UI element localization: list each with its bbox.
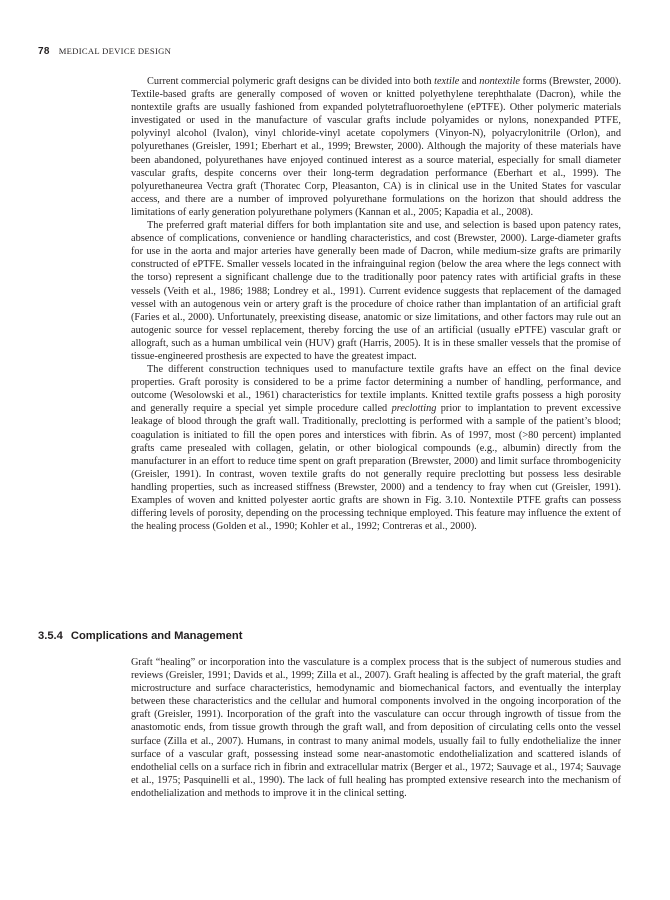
page-number: 78 bbox=[38, 46, 50, 57]
section-title: Complications and Management bbox=[70, 630, 243, 642]
paragraph-graft-material: The preferred graft material differs for both implantation site and use, and selection is based upon patency rates, absence of complications, convenience or handling characteristics, and cost (Brewster, 2000). Large-diameter grafts for use in the aorta and major arteries have generally been made of Dacron, while medium-size grafts are primarily constructed of ePTFE. Smaller vessels located in the infrainguinal region (below the area where the legs connect with the torso) represent a significant challenge due to the traditionally poor patency rates with artificial grafts in these vessels (Veith et al., 1986; 1988; Londrey et al., 1991). Current evidence suggests that replacement of the damaged vessel with an autogenous vein or artery graft is the procedure of choice rather than implantation of an artificial graft (Faries et al., 2000). Unfortunately, preexisting disease, anatomic or size limitations, and other factors may rule out an autogenic source for vessel replacement, thereby forcing the use of an artificial (usually ePTFE) vascular graft or allograft, such as a human umbilical vein (HUV) graft (Harris, 2005). It is in these smaller vessels that the promise of tissue-engineered prosthesis are expected to have the greatest impact. bbox=[131, 220, 621, 362]
body-text-top bbox=[131, 75, 621, 533]
text-run: prior to implantation to prevent excessive leakage of blood through the graft wall. Traditionally, preclotting is performed with a sample of the patient’s blood; coagulation is initiated to fill the open pores and interstices with fibrin. As of 1997, most (>80 percent) implanted grafts came presealed with collagen, gelatin, or other biological compounds (e.g., albumin) directly from the manufacturer in an effort to reduce time spent on graft preparation (Brewster, 2000) and limit surface thrombogenicity (Greisler, 1991). In contrast, woven textile grafts do not generally require preclotting but possess less desirable handling properties, such as increased stiffness (Brewster, 2000) and a tendency to fray when cut (Greisler, 1991). Examples of woven and knitted polyester aortic grafts are shown in Fig. 3.10. Nontextile PTFE grafts can possess differing levels of porosity, depending on the processing technique employed. This feature may influence the extent of the healing process (Golden et al., 1990; Kohler et al., 1992; Contreras et al., 2000). bbox=[131, 403, 622, 533]
text-run: The different construction techniques used to manufacture textile grafts have an effect on the final device properties. Graft porosity is considered to be a prime factor determining a number of handling, performance, and outcome (Wesolowski et al., 1961) characteristics for textile implants. Knitted textile grafts possess a high porosity and generally require a special yet simple procedure called bbox=[131, 364, 621, 415]
paragraph-graft-designs bbox=[131, 75, 621, 219]
body-text-bottom bbox=[131, 656, 621, 800]
italic-term-textile: textile bbox=[434, 76, 460, 87]
paragraph-graft-healing: Graft “healing” or incorporation into the vasculature is a complex process that is the subject of numerous studies and reviews (Greisler, 1991; Davids et al., 1999; Zilla et al., 2007). Graft healing is affected by the graft material, the graft microstructure and surface characteristics, hemodynamic and biomechanical factors, and eventually the interplay between these characteristics and the cellular and humoral components involved in the ongoing incorporation of the graft (Greisler, 1991). Incorporation of the graft into the vasculature can occur through ingrowth of tissue from the anastomotic ends, from tissue growth through the graft wall, and from deposition of circulating cells onto the vessel surface (Zilla et al., 2007). Humans, in contrast to many animal models, usually fail to fully endothelialize the inner surface of a vascular graft, possessing instead some near-anastomotic endothelialization and scattered islands of endothelial cells on a surface rich in fibrin and extracellular matrix (Berger et al., 1972; Sauvage et al., 1974; Sauvage et al., 1975; Pasquinelli et al., 1990). The lack of full healing has prompted extensive research into the mechanism of endothelialization and methods to improve it in the clinical setting. bbox=[131, 657, 621, 799]
paragraph-construction-techniques bbox=[131, 363, 621, 533]
text-run: and bbox=[459, 76, 480, 87]
book-title: MEDICAL DEVICE DESIGN bbox=[58, 46, 172, 56]
text-run: forms (Brewster, 2000). Textile-based grafts are generally composed of woven or knitted polyethylene terephthalate (Dacron), while the nontextile grafts are usually fashioned from expanded polytetrafluoroethylene (ePTFE). Other polymeric materials investigated or used in the manufacture of vascular grafts include polyamides or nylons, nonexpanded PTFE, polyvinyl alcohol (Ivalon), vinyl chloride-vinyl acetate copolymers (Vinyon-N), polyacrylonitrile (Orlon), and polyurethanes (Greisler, 1991; Eberhart et al., 1999; Brewster, 2000). Although the majority of these materials have been abandoned, polyurethanes have enjoyed continued interest as a source material, especially for small diameter vascular grafts, despite concerns over their long-term degradation performance (Eberhart et al., 1999). The polyurethaneurea Vectra graft (Thoratec Corp, Pleasanton, CA) is in clinical use in the United States for vascular access, and there are a number of improved polyurethane formulations on the horizon that should address the limitations of early generation polyurethane polymers (Kannan et al., 2005; Kapadia et al., 2008). bbox=[131, 76, 622, 218]
italic-term-nontextile: nontextile bbox=[479, 76, 520, 87]
text-run: Current commercial polymeric graft designs can be divided into both bbox=[147, 76, 435, 87]
section-number: 3.5.4 bbox=[38, 630, 63, 642]
section-heading bbox=[38, 630, 242, 642]
italic-term-preclotting: preclotting bbox=[391, 403, 437, 415]
running-head bbox=[38, 46, 171, 57]
